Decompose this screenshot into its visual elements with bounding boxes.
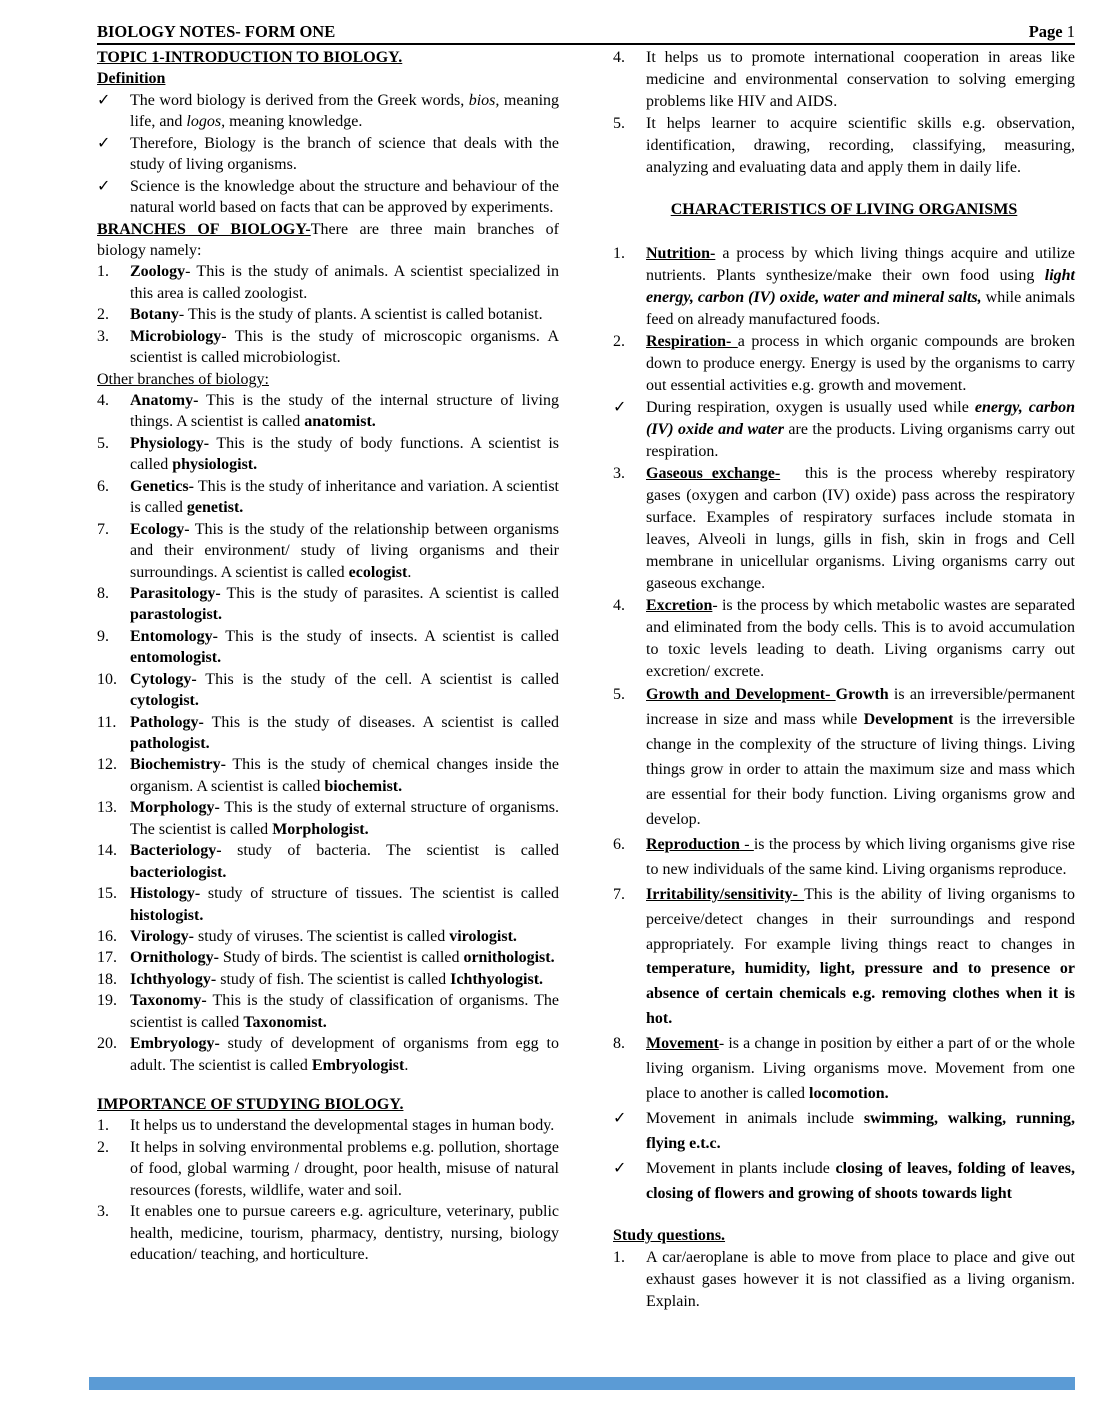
header-title: BIOLOGY NOTES- FORM ONE [97,22,336,41]
check-item-text: Therefore, Biology is the branch of science that deals with the study of living organisms. [130,134,559,174]
check-icon: ✓ [613,399,627,416]
list-number: 5. [613,115,625,132]
numbered-item-text: It enables one to pursue careers e.g. agriculture, veterinary, public health, medicine, tourism, pharmacy, dentistry, nursing, biology education/ teaching, and horticulture. [130,1203,559,1264]
numbered-item [613,1032,1075,1107]
list-number: 3. [613,465,625,482]
list-number: 9. [97,627,109,645]
numbered-item-text: Histology- study of structure of tissues. The scientist is called histologist. [130,885,559,924]
list-number: 1. [613,245,625,262]
check-icon: ✓ [97,91,111,109]
list-number: 3. [97,1203,109,1221]
numbered-item [613,595,1075,683]
numbered-item [613,833,1075,883]
list-number: 13. [97,799,117,817]
numbered-item [97,754,559,797]
numbered-item [97,583,559,626]
list-number: 15. [97,885,117,903]
numbered-item-text: Anatomy- This is the study of the internal structure of living things. A scientist is called anatomist. [130,392,559,431]
check-item [613,1157,1075,1207]
numbered-item-text: It helps learner to acquire scientific skills e.g. observation, identification, drawing, recording, classifying, measuring, analyzing and evaluating data and apply them in daily life. [646,115,1075,176]
page-label: Page [1028,22,1063,41]
numbered-item [613,463,1075,595]
page-header [97,22,1075,45]
importance-heading: IMPORTANCE OF STUDYING BIOLOGY. [97,1096,404,1113]
numbered-item-text: Taxonomy- This is the study of classification of organisms. The scientist is called Taxonomist. [130,992,559,1031]
numbered-item-text: It helps us to promote international cooperation in areas like medicine and environmental conservation to solving emerging problems like HIV and AIDS. [646,49,1075,110]
two-column-body [97,47,1075,1313]
numbered-item [97,669,559,712]
numbered-item-text: Zoology- This is the study of animals. A scientist specialized in this area is called zoologist. [130,263,559,302]
list-number: 14. [97,842,117,860]
check-item-text: Movement in plants include closing of leaves, folding of leaves, closing of flowers and growing of shoots towards light [646,1160,1075,1203]
list-number: 8. [613,1035,625,1053]
list-number: 19. [97,992,117,1010]
numbered-item [613,331,1075,397]
study-questions-heading: Study questions. [613,1227,726,1245]
list-number: 10. [97,670,117,688]
numbered-item [97,926,559,947]
numbered-item-text: Parasitology- This is the study of parasites. A scientist is called parastologist. [130,584,559,624]
list-number: 7. [613,885,625,903]
list-number: 12. [97,756,117,774]
numbered-item-text: Gaseous exchange- this is the process whereby respiratory gases (oxygen and carbon (IV) oxide) pass across the respiratory surface. Examples of respiratory surfaces include stomata in leaves, Alveoli in lungs, gills in fish, skin in frogs and Cell membrane in unicellular organisms. Living organisms carry out gaseous exchange. [646,465,1076,592]
numbered-item [97,304,559,325]
left-column [97,47,559,1313]
numbered-item-text: Genetics- This is the study of inheritance and variation. A scientist is called genetist. [130,477,559,517]
check-item-text: Movement in animals include swimming, walking, running, flying e.t.c. [646,1110,1076,1153]
other-branches-subheading: Other branches of biology: [97,370,269,388]
numbered-item [97,1137,559,1201]
bottom-accent-bar [89,1377,1075,1390]
definition-heading: Definition [97,70,166,88]
numbered-item-text: Excretion- is the process by which metabolic wastes are separated and eliminated from the body cells. This is to avoid accumulation to toxic levels leading to death. Living organisms carry out excretion/ excrete. [646,597,1075,680]
check-icon: ✓ [97,134,111,152]
list-number: 6. [613,835,625,853]
list-number: 4. [97,392,109,409]
check-item-text: The word biology is derived from the Greek words, bios, meaning life, and logos, meaning knowledge. [130,91,560,131]
check-icon: ✓ [613,1160,627,1178]
numbered-item-text: Physiology- This is the study of body functions. A scientist is called physiologist. [130,434,559,474]
numbered-item [97,947,559,968]
list-number: 20. [97,1035,117,1053]
numbered-item-text: Embryology- study of development of organisms from egg to adult. The scientist is called Embryologist. [130,1035,559,1074]
list-number: 18. [97,970,117,988]
numbered-item-text: Respiration- a process in which organic compounds are broken down to produce energy. Energy is used by the organisms to carry out essential activities e.g. growth and movement. [646,333,1075,394]
list-number: 3. [97,327,109,345]
check-icon: ✓ [97,177,111,195]
numbered-item [97,969,559,990]
numbered-item-text: Virology- study of viruses. The scientist is called virologist. [130,927,517,945]
characteristics-heading: CHARACTERISTICS OF LIVING ORGANISMS [670,201,1018,218]
list-number: 6. [97,477,109,495]
numbered-item-text: Movement- is a change in position by either a part of or the whole living organism. Living organisms move. Movement from one place to another is called locomotion. [646,1035,1075,1103]
numbered-item [97,712,559,755]
page-number: 1 [1066,22,1075,41]
topic-heading: TOPIC 1-INTRODUCTION TO BIOLOGY. [97,49,403,66]
numbered-item [613,883,1075,1033]
check-item [97,90,559,133]
check-item [97,133,559,176]
numbered-item-text: Botany- This is the study of plants. A scientist is called botanist. [130,306,543,324]
list-number: 2. [97,306,109,324]
numbered-item [97,883,559,926]
list-number: 1. [97,1117,109,1135]
numbered-item-text: It helps us to understand the developmental stages in human body. [130,1117,555,1135]
check-item [613,397,1075,463]
right-column [613,47,1075,1313]
list-number: 4. [613,597,625,614]
list-number: 4. [613,49,625,66]
page-indicator [1029,22,1075,42]
numbered-item-text: It helps in solving environmental problems e.g. pollution, shortage of food, global warming / drought, poor health, misuse of natural resources (forests, wildlife, water and soil. [130,1138,559,1199]
list-number: 17. [97,949,117,967]
numbered-item-text: Nutrition- a process by which living things acquire and utilize nutrients. Plants synthesize/make their own food using light energy, carbon (IV) oxide, water and mineral salts, while animals feed on already manufactured foods. [646,245,1075,328]
list-number: 1. [613,1249,625,1267]
numbered-item [97,261,559,304]
numbered-item-text: Bacteriology- study of bacteria. The scientist is called bacteriologist. [130,842,559,881]
check-item [97,176,559,219]
numbered-item-text: Ichthyology- study of fish. The scientist is called Ichthyologist. [130,970,544,988]
numbered-item-text: Ecology- This is the study of the relationship between organisms and their environment/ study of living organisms and their surroundings. A scientist is called ecologist. [130,520,559,581]
numbered-item [613,47,1075,113]
branches-intro-paragraph: BRANCHES OF BIOLOGY-There are three main branches of biology namely: [97,220,559,259]
check-item-text: Science is the knowledge about the structure and behaviour of the natural world based on facts that can be approved by experiments. [130,177,559,217]
numbered-item [97,476,559,519]
numbered-item-text: Reproduction - is the process by which living organisms give rise to new individuals of the same kind. Living organisms reproduce. [646,835,1075,878]
list-number: 5. [97,434,109,452]
numbered-item-text: Morphology- This is the study of external structure of organisms. The scientist is called Morphologist. [130,799,559,838]
numbered-item-text: Ornithology- Study of birds. The scientist is called ornithologist. [130,949,555,967]
numbered-item [97,797,559,840]
numbered-item-text: Entomology- This is the study of insects. A scientist is called entomologist. [130,627,559,667]
numbered-item [97,990,559,1033]
numbered-item [97,1033,559,1076]
numbered-item [97,1201,559,1265]
numbered-item [97,390,559,433]
numbered-item [613,243,1075,331]
numbered-item [97,1115,559,1136]
numbered-item [97,626,559,669]
numbered-item-text: Biochemistry- This is the study of chemical changes inside the organism. A scientist is called biochemist. [130,756,559,795]
list-number: 11. [97,713,117,731]
list-number: 2. [97,1138,109,1156]
numbered-item-text: Microbiology- This is the study of microscopic organisms. A scientist is called microbiologist. [130,327,559,367]
check-icon: ✓ [613,1110,627,1128]
numbered-item-text: Irritability/sensitivity- This is the ability of living organisms to perceive/detect changes in their surroundings and respond appropriately. For example living things react to changes in temperature, humidity, light, pressure and to presence or absence of certain chemicals e.g. removing clothes when it is hot. [646,885,1075,1028]
list-number: 2. [613,333,625,350]
list-number: 16. [97,927,117,945]
numbered-item [613,683,1075,833]
numbered-item [97,433,559,476]
numbered-item-text: A car/aeroplane is able to move from place to place and give out exhaust gases however it is not classified as a living organism. Explain. [646,1249,1075,1311]
numbered-item-text: Cytology- This is the study of the cell. A scientist is called cytologist. [130,670,559,710]
numbered-item [97,519,559,583]
list-number: 7. [97,520,109,538]
numbered-item-text: Pathology- This is the study of diseases. A scientist is called pathologist. [130,713,559,752]
list-number: 5. [613,686,625,703]
numbered-item-text: Growth and Development- Growth is an irreversible/permanent increase in size and mass while Development is the irreversible change in the complexity of the structure of living things. Living things grow in order to attain the maximum size and mass which are essential for their body function. Living organisms grow and develop. [646,686,1076,828]
check-item-text: During respiration, oxygen is usually used while energy, carbon (IV) oxide and water are the products. Living organisms carry out respiration. [646,399,1075,460]
numbered-item [613,113,1075,179]
check-item [613,1107,1075,1157]
list-number: 8. [97,584,109,602]
list-number: 1. [97,263,109,281]
numbered-item [613,1247,1075,1313]
numbered-item [97,326,559,369]
numbered-item [97,840,559,883]
